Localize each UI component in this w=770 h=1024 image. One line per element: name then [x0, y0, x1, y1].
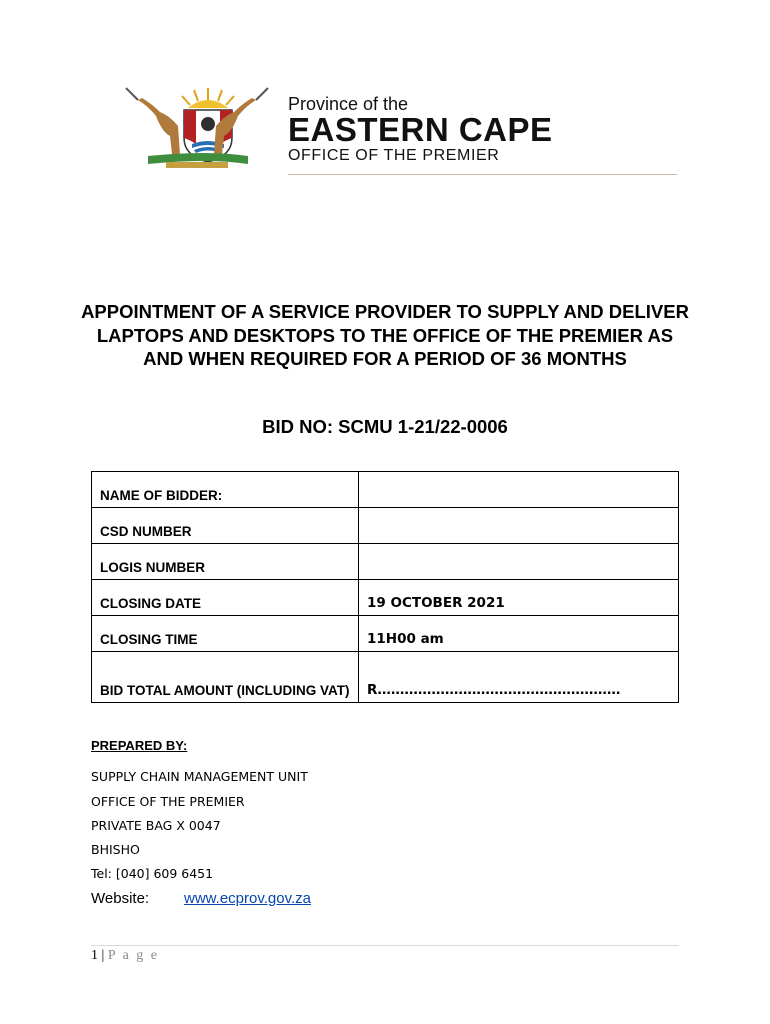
- table-row: [92, 544, 679, 580]
- row-label: CLOSING DATE: [92, 580, 359, 616]
- page-word: P a g e: [107, 948, 160, 963]
- header-divider: [288, 174, 677, 175]
- brand-office: OFFICE OF THE PREMIER: [288, 147, 500, 164]
- website-label: Website:: [91, 890, 150, 907]
- brand-province: Province of the: [288, 94, 409, 114]
- row-label: BID TOTAL AMOUNT (INCLUDING VAT): [92, 652, 359, 703]
- table-row: [92, 580, 679, 616]
- footer-divider: [91, 945, 679, 946]
- table-row: [92, 508, 679, 544]
- table-row: [92, 616, 679, 652]
- logis-number-field[interactable]: [359, 544, 679, 580]
- bid-total-amount-field[interactable]: R………………………………………………: [359, 652, 679, 703]
- bidder-name-field[interactable]: [359, 472, 679, 508]
- footer-separator: |: [101, 948, 105, 963]
- website-link[interactable]: www.ecprov.gov.za: [184, 890, 311, 907]
- prepared-by-heading: PREPARED BY:: [91, 738, 188, 753]
- row-label: CSD NUMBER: [92, 508, 359, 544]
- address-line: SUPPLY CHAIN MANAGEMENT UNIT: [91, 769, 308, 784]
- address-line: PRIVATE BAG X 0047: [91, 818, 221, 833]
- page-footer: [91, 948, 159, 964]
- bidder-info-table: [91, 471, 679, 703]
- csd-number-field[interactable]: [359, 508, 679, 544]
- bid-number: BID NO: SCMU 1-21/22-0006: [262, 416, 508, 437]
- table-row: [92, 652, 679, 703]
- document-title: APPOINTMENT OF A SERVICE PROVIDER TO SUPPLY AND DELIVER LAPTOPS AND DESKTOPS TO THE OFFICE OF THE PREMIER AS AND WHEN REQUIRED FOR A PERIOD OF 36 MONTHS: [81, 301, 689, 369]
- page-number: 1: [91, 948, 98, 963]
- brand-text: [288, 94, 553, 166]
- letterhead: [108, 86, 688, 178]
- brand-eastern-cape: EASTERN CAPE: [288, 111, 553, 148]
- row-label: CLOSING TIME: [92, 616, 359, 652]
- table-row: [92, 472, 679, 508]
- closing-date-value: 19 OCTOBER 2021: [359, 580, 679, 616]
- row-label: NAME OF BIDDER:: [92, 472, 359, 508]
- row-label: LOGIS NUMBER: [92, 544, 359, 580]
- address-line: BHISHO: [91, 842, 140, 857]
- address-line: OFFICE OF THE PREMIER: [91, 794, 245, 809]
- telephone-line: Tel: [040] 609 6451: [91, 866, 214, 881]
- closing-time-value: 11H00 am: [359, 616, 679, 652]
- coat-of-arms-logo: [108, 86, 286, 168]
